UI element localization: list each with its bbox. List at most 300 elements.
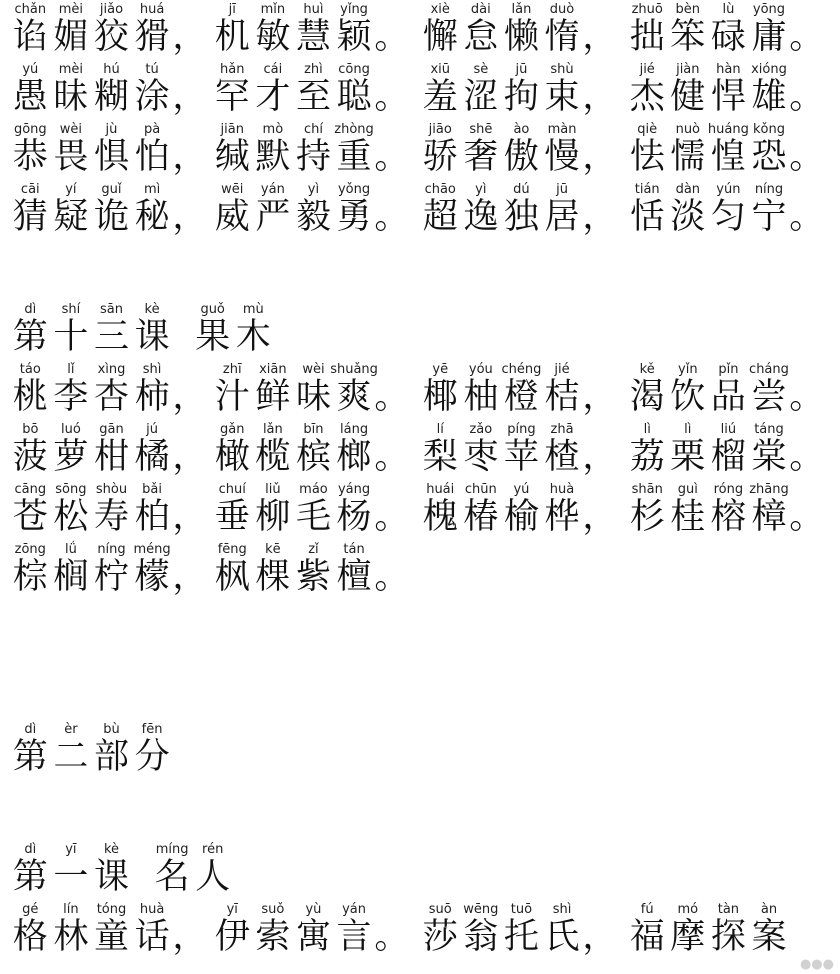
ruby-character: [334, 482, 375, 537]
pinyin: mó: [677, 902, 699, 917]
period-mark: 。: [374, 197, 410, 237]
ruby-character: [749, 182, 790, 237]
text-line: [10, 422, 825, 477]
ruby-character: [51, 482, 92, 537]
pinyin: huáng: [707, 122, 749, 137]
hanzi: 持: [295, 137, 331, 177]
ruby-character: [51, 362, 92, 417]
ruby-character: [91, 422, 132, 477]
phrase-group: [420, 2, 618, 57]
hanzi: 榆: [503, 497, 539, 537]
ruby-character: [668, 2, 709, 57]
phrase-group: [10, 362, 208, 417]
pinyin: tàn: [717, 902, 740, 917]
hanzi: 榴: [710, 437, 746, 477]
hanzi: 第: [12, 857, 48, 897]
ruby-character: [253, 482, 294, 537]
pinyin: zōng: [14, 542, 46, 557]
ruby-character: [627, 122, 668, 177]
hanzi: 格: [12, 917, 48, 957]
hanzi: 谄: [12, 17, 48, 57]
phrase-group: [10, 902, 208, 957]
pinyin: chéng: [501, 362, 542, 377]
pinyin: kè: [144, 302, 160, 317]
hanzi: 榕: [710, 497, 746, 537]
ruby-character: [253, 422, 294, 477]
ruby-character: [253, 182, 294, 237]
hanzi: 慢: [544, 137, 580, 177]
pinyin: àn: [760, 902, 778, 917]
ruby-character: [501, 62, 542, 117]
pinyin: lù: [722, 2, 735, 17]
ruby-character: [293, 182, 334, 237]
phrase-group: [212, 62, 410, 117]
hanzi: 超: [422, 197, 458, 237]
pinyin: gān: [99, 422, 124, 437]
pinyin: fēng: [217, 542, 247, 557]
hanzi: 萝: [53, 437, 89, 477]
section-heading: [10, 722, 172, 777]
hanzi: 威: [214, 197, 250, 237]
hanzi: 枣: [463, 437, 499, 477]
hanzi: 束: [544, 77, 580, 117]
hanzi: 榄: [255, 437, 291, 477]
ruby-character: [293, 422, 334, 477]
ruby-character: [461, 902, 502, 957]
hanzi: 惧: [93, 137, 129, 177]
pinyin: dì: [24, 842, 37, 857]
section-heading: [10, 842, 233, 897]
phrase-group: [192, 302, 273, 357]
hanzi: 课: [134, 317, 170, 357]
hanzi: 碌: [710, 17, 746, 57]
pinyin: gé: [22, 902, 39, 917]
hanzi: 课: [93, 857, 129, 897]
ruby-character: [749, 362, 790, 417]
ruby-character: [542, 182, 583, 237]
ruby-character: [627, 182, 668, 237]
hanzi: 第: [12, 737, 48, 777]
hanzi: 诡: [93, 197, 129, 237]
phrase-group: [10, 722, 172, 777]
pinyin: suǒ: [261, 902, 285, 917]
pinyin: yú: [22, 62, 39, 77]
hanzi: 第: [12, 317, 48, 357]
pinyin: dàn: [675, 182, 701, 197]
comma-mark: ，: [172, 17, 208, 57]
text-line: [10, 2, 825, 57]
ruby-character: [293, 482, 334, 537]
pinyin: xiū: [430, 62, 450, 77]
period-mark: 。: [789, 77, 825, 117]
pinyin: dì: [24, 722, 37, 737]
ruby-character: [668, 362, 709, 417]
period-mark: 。: [374, 17, 410, 57]
hanzi: 恐: [751, 137, 787, 177]
pinyin: jú: [146, 422, 158, 437]
ruby-character: [293, 362, 334, 417]
ruby-character: [334, 62, 375, 117]
ruby-character: [627, 62, 668, 117]
pinyin: míng: [155, 842, 189, 857]
hanzi: 慧: [295, 17, 331, 57]
ruby-character: [542, 122, 583, 177]
hanzi: 椰: [422, 377, 458, 417]
pinyin: yī: [226, 902, 238, 917]
pinyin: shē: [469, 122, 493, 137]
phrase-group: [212, 902, 410, 957]
ruby-character: [212, 542, 253, 597]
ruby-character: [461, 362, 502, 417]
pinyin: táo: [19, 362, 41, 377]
ruby-character: [51, 122, 92, 177]
hanzi: 汁: [214, 377, 250, 417]
pinyin: tián: [634, 182, 660, 197]
ruby-character: [10, 902, 51, 957]
pinyin: jiāo: [428, 122, 452, 137]
hanzi: 橙: [503, 377, 539, 417]
pinyin: hǎn: [220, 62, 245, 77]
ruby-character: [212, 2, 253, 57]
ruby-character: [708, 182, 749, 237]
pinyin: zǎo: [469, 422, 493, 437]
pinyin: yī: [65, 842, 77, 857]
ruby-character: [10, 722, 51, 777]
phrase-group: [10, 482, 208, 537]
period-mark: 。: [789, 137, 825, 177]
pinyin: fú: [640, 902, 654, 917]
hanzi: 莎: [422, 917, 458, 957]
phrase-group: [10, 182, 208, 237]
pinyin: kě: [639, 362, 655, 377]
pinyin: qiè: [637, 122, 658, 137]
ruby-character: [627, 2, 668, 57]
pinyin: dài: [470, 2, 491, 17]
phrase-group: [420, 182, 618, 237]
pinyin: zhāng: [749, 482, 789, 497]
ruby-character: [51, 62, 92, 117]
ruby-character: [420, 62, 461, 117]
ruby-character: [192, 842, 233, 897]
ruby-character: [334, 902, 375, 957]
pinyin: xìng: [97, 362, 126, 377]
pinyin: yóu: [468, 362, 493, 377]
comma-mark: ，: [172, 197, 208, 237]
hanzi: 怠: [463, 17, 499, 57]
phrase-group: [212, 182, 410, 237]
ruby-character: [542, 2, 583, 57]
ruby-character: [293, 542, 334, 597]
hanzi: 昧: [53, 77, 89, 117]
phrase-group: [627, 62, 825, 117]
comma-mark: ，: [582, 917, 618, 957]
ruby-character: [542, 902, 583, 957]
ruby-character: [10, 422, 51, 477]
hanzi: 苍: [12, 497, 48, 537]
phrase-group: [627, 902, 789, 957]
hanzi: 至: [295, 77, 331, 117]
pinyin: chāo: [424, 182, 456, 197]
pinyin: yú: [513, 482, 530, 497]
pinyin: jū: [556, 182, 568, 197]
comma-mark: ，: [582, 377, 618, 417]
pinyin: guì: [677, 482, 698, 497]
pinyin: mèi: [58, 2, 84, 17]
pinyin: yǒng: [337, 182, 371, 197]
text-line: [10, 182, 825, 237]
ruby-character: [132, 542, 173, 597]
ruby-character: [334, 422, 375, 477]
pinyin: xiè: [430, 2, 450, 17]
hanzi: 托: [503, 917, 539, 957]
ruby-character: [51, 902, 92, 957]
ruby-character: [212, 182, 253, 237]
hanzi: 笨: [670, 17, 706, 57]
pinyin: huà: [549, 482, 575, 497]
ruby-character: [91, 122, 132, 177]
comma-mark: ，: [582, 137, 618, 177]
phrase-group: [10, 122, 208, 177]
ruby-character: [749, 422, 790, 477]
period-mark: 。: [789, 497, 825, 537]
pinyin: xióng: [751, 62, 787, 77]
pinyin: cháng: [749, 362, 789, 377]
hanzi: 匀: [710, 197, 746, 237]
pinyin: pà: [143, 122, 161, 137]
pinyin: mù: [242, 302, 264, 317]
ruby-character: [708, 122, 749, 177]
hanzi: 话: [134, 917, 170, 957]
pinyin: huái: [426, 482, 455, 497]
ruby-character: [420, 2, 461, 57]
section-heading: [10, 302, 274, 357]
ruby-character: [334, 542, 375, 597]
hanzi: 果: [195, 317, 231, 357]
pinyin: hàn: [716, 62, 741, 77]
pinyin: yù: [305, 902, 322, 917]
pinyin: dú: [513, 182, 530, 197]
phrase-group: [420, 122, 618, 177]
ruby-character: [233, 302, 274, 357]
ruby-character: [10, 842, 51, 897]
hanzi: 柚: [463, 377, 499, 417]
pinyin: lǎn: [262, 422, 283, 437]
phrase-group: [212, 422, 410, 477]
hanzi: 涩: [463, 77, 499, 117]
pinyin: pǐn: [718, 362, 739, 377]
pinyin: jī: [228, 2, 236, 17]
pinyin: chuí: [218, 482, 246, 497]
hanzi: 三: [93, 317, 129, 357]
pinyin: táng: [754, 422, 784, 437]
pinyin: chǎn: [14, 2, 47, 17]
pinyin: jiàn: [676, 62, 700, 77]
hanzi: 寿: [93, 497, 129, 537]
ruby-character: [501, 362, 542, 417]
pinyin: shuǎng: [330, 362, 378, 377]
period-mark: 。: [374, 137, 410, 177]
pinyin: píng: [507, 422, 536, 437]
ruby-character: [10, 2, 51, 57]
ruby-character: [91, 62, 132, 117]
hanzi: 木: [235, 317, 271, 357]
pinyin: tán: [343, 542, 365, 557]
hanzi: 槐: [422, 497, 458, 537]
ruby-character: [51, 842, 92, 897]
hanzi: 摩: [670, 917, 706, 957]
hanzi: 怕: [134, 137, 170, 177]
pinyin: shòu: [95, 482, 128, 497]
pinyin: bǎi: [142, 482, 162, 497]
ruby-character: [461, 2, 502, 57]
hanzi: 鲜: [255, 377, 291, 417]
comma-mark: ，: [172, 497, 208, 537]
pinyin: chí: [303, 122, 323, 137]
phrase-group: [212, 482, 410, 537]
hanzi: 杉: [629, 497, 665, 537]
ruby-character: [749, 2, 790, 57]
ruby-character: [501, 182, 542, 237]
hanzi: 垂: [214, 497, 250, 537]
ruby-character: [51, 302, 92, 357]
pinyin: duò: [549, 2, 575, 17]
hanzi: 庸: [751, 17, 787, 57]
pinyin: huà: [139, 902, 165, 917]
ruby-character: [501, 122, 542, 177]
hanzi: 健: [670, 77, 706, 117]
pinyin: máo: [299, 482, 328, 497]
hanzi: 菠: [12, 437, 48, 477]
phrase-group: [10, 842, 132, 897]
hanzi: 荔: [629, 437, 665, 477]
comma-mark: ，: [172, 137, 208, 177]
ruby-character: [212, 902, 253, 957]
pinyin: cāi: [20, 182, 40, 197]
ruby-character: [420, 482, 461, 537]
hanzi: 椿: [463, 497, 499, 537]
hanzi: 杰: [629, 77, 665, 117]
ruby-character: [293, 902, 334, 957]
hanzi: 尝: [751, 377, 787, 417]
pinyin: zhì: [304, 62, 323, 77]
hanzi: 骄: [422, 137, 458, 177]
ruby-character: [749, 122, 790, 177]
hanzi: 悍: [710, 77, 746, 117]
pinyin: bō: [22, 422, 39, 437]
pinyin: kè: [103, 842, 120, 857]
pinyin: bīn: [303, 422, 324, 437]
pinyin: láng: [340, 422, 369, 437]
hanzi: 逸: [463, 197, 499, 237]
pinyin: zhā: [550, 422, 574, 437]
text-line: [10, 362, 825, 417]
pinyin: lì: [684, 422, 692, 437]
ruby-character: [10, 302, 51, 357]
pinyin: yǐng: [340, 2, 368, 17]
comma-mark: ，: [172, 557, 208, 597]
pinyin: fēn: [141, 722, 163, 737]
pinyin: wēi: [221, 182, 244, 197]
ruby-character: [132, 302, 173, 357]
ruby-character: [542, 422, 583, 477]
ruby-character: [461, 482, 502, 537]
hanzi: 机: [214, 17, 250, 57]
hanzi: 榔: [336, 437, 372, 477]
pinyin: yán: [342, 902, 366, 917]
pinyin: yán: [260, 182, 285, 197]
pinyin: lǐ: [67, 362, 75, 377]
pinyin: cái: [263, 62, 283, 77]
hanzi: 福: [629, 917, 665, 957]
pinyin: sān: [99, 302, 123, 317]
pinyin: shí: [61, 302, 81, 317]
ruby-character: [212, 482, 253, 537]
hanzi: 紫: [295, 557, 331, 597]
pinyin: gōng: [13, 122, 47, 137]
ruby-character: [91, 2, 132, 57]
hanzi: 柏: [134, 497, 170, 537]
pinyin: rén: [202, 842, 224, 857]
hanzi: 独: [503, 197, 539, 237]
ruby-character: [668, 182, 709, 237]
hanzi: 奢: [463, 137, 499, 177]
pinyin: cōng: [338, 62, 370, 77]
pinyin: yōng: [752, 2, 786, 17]
ruby-character: [132, 362, 173, 417]
pinyin: luó: [60, 422, 81, 437]
hanzi: 檀: [336, 557, 372, 597]
ruby-character: [501, 2, 542, 57]
ruby-character: [749, 902, 790, 957]
pinyin: lín: [63, 902, 79, 917]
hanzi: 拘: [503, 77, 539, 117]
ruby-character: [542, 482, 583, 537]
hanzi: 拙: [629, 17, 665, 57]
hanzi: 愚: [12, 77, 48, 117]
hanzi: 翁: [463, 917, 499, 957]
ruby-character: [420, 122, 461, 177]
pinyin: sōng: [55, 482, 87, 497]
ruby-character: [132, 422, 173, 477]
period-mark: 。: [374, 917, 410, 957]
comma-mark: ，: [582, 437, 618, 477]
corner-watermark: ●●●: [799, 957, 834, 972]
ruby-character: [132, 482, 173, 537]
hanzi: 宁: [751, 197, 787, 237]
period-mark: 。: [374, 437, 410, 477]
hanzi: 秘: [134, 197, 170, 237]
pinyin: shì: [552, 902, 572, 917]
pinyin: nuò: [675, 122, 701, 137]
ruby-character: [91, 842, 132, 897]
ruby-character: [10, 62, 51, 117]
hanzi: 桃: [12, 377, 48, 417]
hanzi: 苹: [503, 437, 539, 477]
pinyin: zhuō: [631, 2, 663, 17]
pinyin: ào: [513, 122, 530, 137]
hanzi: 毛: [295, 497, 331, 537]
pinyin: yí: [65, 182, 77, 197]
pinyin: róng: [713, 482, 744, 497]
ruby-character: [51, 2, 92, 57]
text-line: [10, 482, 825, 537]
hanzi: 索: [255, 917, 291, 957]
ruby-character: [51, 542, 92, 597]
pinyin: tú: [145, 62, 159, 77]
phrase-group: [10, 422, 208, 477]
hanzi: 名: [154, 857, 190, 897]
ruby-character: [668, 422, 709, 477]
